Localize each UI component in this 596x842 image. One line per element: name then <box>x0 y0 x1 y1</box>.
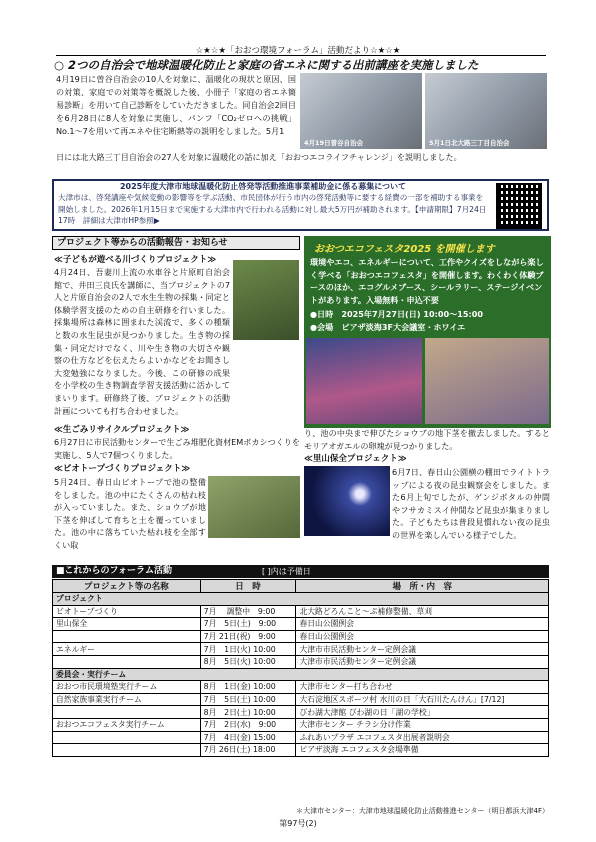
project-title-compost: ≪生ごみリサイクルプロジェクト≫ <box>54 425 190 435</box>
row-date: 7月 4日(金) 15:00 <box>200 731 296 744</box>
project-title-river: ≪子どもが遊べる川づくりプロジェクト≫ <box>54 255 217 265</box>
photo-festa-booth <box>425 338 549 424</box>
photo-light-trap <box>304 466 390 536</box>
table-row <box>53 731 549 744</box>
row-name <box>53 706 201 719</box>
table-row <box>53 706 549 719</box>
table-row <box>53 605 549 618</box>
row-name <box>53 744 201 757</box>
article-intro: 4月19日に曽谷自治会の10人を対象に、温暖化の現状と原因、国の対策、家庭での対策等を概説した後、小冊子「家庭の省エネ簡易診断」を用いて自己診断をしていただきました。同自治会2回目を6月28日に8人を対象に実施し、パンフ「CO₂ゼロへの挑戦」No.1〜7を用いて再エネや住宅断熱等の説明をしました。5月1 <box>56 74 296 136</box>
row-place: 大津市センター打ち合わせ <box>296 681 549 694</box>
row-place: 春日山公園例会 <box>296 630 549 643</box>
notice-body: 大津市は、啓発講座や気候変動の影響等を学ぶ活動、市民団体が行う市内の啓発活動等に要する経費の一部を補助する事業を開始しました。2026年1月15日まで実施する大津市内で行われる活動に対し最大5万円が補助されます。【申請期限】7月24日17時 詳細は大津市HP参照▶ <box>58 193 487 225</box>
schedule-heading-text: ■これからのフォーラム活動 <box>56 566 172 576</box>
project-body-biotope-cont: り、池の中央まで伸びたショウブの地下茎を撤去しました。するとモリアオガエルの卵塊が見つかりました。 <box>304 428 550 451</box>
newsletter-header: ☆★☆★「おおつ環境フォーラム」活動だより☆★☆★ <box>195 46 401 56</box>
row-place: 大石淀地区スポーツ村 水川の日「大石川たんけん」[7/12] <box>296 693 549 706</box>
photo-biotope-pond <box>208 476 300 538</box>
row-place: 春日山公園例会 <box>296 618 549 631</box>
row-name: エネルギー <box>53 643 201 656</box>
row-date: 7月 5日(土) 9:00 <box>200 618 296 631</box>
row-name: 里山保全 <box>53 618 201 631</box>
row-name: ビオトープづくり <box>53 605 201 618</box>
page-number: 第97号(2) <box>279 819 317 828</box>
notice-title: 2025年度大津市地球温暖化防止啓発等活動推進事業補助金に係る募集について <box>119 182 407 191</box>
schedule-note: [ ]内は予備日 <box>262 567 311 576</box>
schedule-table <box>52 579 549 757</box>
row-place: 大津市市民活動センター定例会議 <box>296 643 549 656</box>
row-date: 7月 5日(土) 10:00 <box>200 693 296 706</box>
project-body-river: 4月24日、吾妻川上流の水車谷と片原町自治会館で、井田三良氏を講師に、当プロジェクトの7人と片原自治会の2人で水生生物の採集・同定と体験学習支援のための自主研修を行いました。採集場所は森林に囲まれた渓流で、多くの種類と数の水生昆虫が見つかりました。生き物の採集・同定だけでなく、川や生き物の大切さや観察の仕方などを伝えたらよいかなどをお聞きし大変勉強になりました。今後、この研修の成果を小学校の生き物調査学習支援活動に活かしてまいります。研修終了後、プロジェクトの活動計画についても打ち合わせました。 <box>54 267 230 416</box>
photo-kitaoji-meeting <box>425 73 547 149</box>
photo-caption: 5月1日北大路三丁目自治会 <box>429 139 510 147</box>
row-name <box>53 655 201 668</box>
project-title-satoyama: ≪里山保全プロジェクト≫ <box>304 454 407 464</box>
eco-festa-date: ●日時 2025年7月27日(日) 10:00〜15:00 <box>310 309 483 319</box>
photo-stream-survey <box>233 260 299 340</box>
row-date: 7月 2日(水) 9:00 <box>200 718 296 731</box>
table-row <box>53 718 549 731</box>
row-place: びわ湖大津館 びわ湖の日「湖の学校」 <box>296 706 549 719</box>
row-place: ふれあいプラザ エコフェスタ出展者説明会 <box>296 731 549 744</box>
table-row <box>53 655 549 668</box>
row-name: 自然家族事業実行チーム <box>53 693 201 706</box>
qr-code-icon[interactable] <box>496 183 542 229</box>
eco-festa-venue: ●会場 ピアザ淡海3F大会議室・ホワイエ <box>310 322 466 332</box>
row-date: 8月 1日(金) 10:00 <box>200 681 296 694</box>
row-date: 8月 2日(土) 10:00 <box>200 706 296 719</box>
row-date: 7月 26日(土) 18:00 <box>200 744 296 757</box>
project-title-biotope: ≪ビオトープづくりプロジェクト≫ <box>54 464 191 474</box>
row-place: 北大路どろんこと〜ぷ補修整備、草刈 <box>296 605 549 618</box>
project-body-satoyama: 6月7日、春日山公園横の棚田でライトトラップによる夜の昆虫観察会をしました。また6月上旬でしたが、ゲンジボタルの仲間やフサカミスイ仲間など昆虫が集まりました。子どもたちは普段見慣れない夜の昆虫の世界を楽しんでいる様子でした。 <box>392 467 550 540</box>
row-name: おおつ市民環境塾実行チーム <box>53 681 201 694</box>
group-committees: 委員会・実行チーム <box>53 668 549 681</box>
eco-festa-body: 環境やエコ、エネルギーについて、工作やクイズをしながら楽しく学べる「おおつエコフェスタ」を開催します。わくわく体験ブースのほか、エコグルメブース、シールラリー、ステージイベントがあります。入場無料・申込不要 <box>310 257 544 305</box>
table-row <box>53 744 549 757</box>
photo-caption: 4月19日曽谷自治会 <box>304 139 364 147</box>
project-body-biotope: 5月24日、春日山ビオトープで池の整備をしました。池の中にたくさんの枯れ枝が入っていました。また、ショウブが地下茎を伸ばして育ちと土を覆っていました。池の中に落ちていた枯れ枝を全部すくい取 <box>54 477 206 550</box>
project-body-compost: 6月27日に市民活動センターで生ごみ堆肥化資材EMボカシつくりを実施し、5人で7個つくりました。 <box>54 437 300 460</box>
photo-festa-stage <box>306 338 422 424</box>
table-row <box>53 618 549 631</box>
row-place: 大津市センター チラシ分け作業 <box>296 718 549 731</box>
row-date: 8月 5日(火) 10:00 <box>200 655 296 668</box>
photo-soya-meeting <box>300 73 422 149</box>
article-title: ○ 2つの自治会で地球温暖化防止と家庭の省エネに関する出前講座を実施しました <box>54 58 479 72</box>
col-header-date: 日 時 <box>200 580 296 593</box>
row-place: ピアザ淡海 エコフェスタ会場準備 <box>296 744 549 757</box>
article-intro-continued: 日には北大路三丁目自治会の27人を対象に温暖化の話に加え「おおつエコライフチャレンジ」を説明しました。 <box>56 152 462 162</box>
divider <box>56 55 546 56</box>
row-date: 7月 調整中 9:00 <box>200 605 296 618</box>
row-name <box>53 731 201 744</box>
eco-festa-title: おおつエコフェスタ2025 を開催します <box>314 244 495 255</box>
row-date: 7月 1日(火) 10:00 <box>200 643 296 656</box>
table-row <box>53 693 549 706</box>
col-header-place: 場 所・内 容 <box>296 580 549 593</box>
table-row <box>53 643 549 656</box>
footer-note: ＊大津市センター：大津市地球温暖化防止活動推進センター（明日都浜大津4F） <box>296 807 549 815</box>
col-header-name: プロジェクト等の名称 <box>53 580 201 593</box>
schedule-heading <box>52 565 549 578</box>
section-heading: プロジェクト等からの活動報告・お知らせ <box>52 236 300 250</box>
row-place: 大津市市民活動センター定例会議 <box>296 655 549 668</box>
row-date: 7月 21日(祝) 9:00 <box>200 630 296 643</box>
group-projects: プロジェクト <box>53 593 549 606</box>
table-row <box>53 681 549 694</box>
table-row <box>53 630 549 643</box>
row-name <box>53 630 201 643</box>
row-name: おおつエコフェスタ実行チーム <box>53 718 201 731</box>
